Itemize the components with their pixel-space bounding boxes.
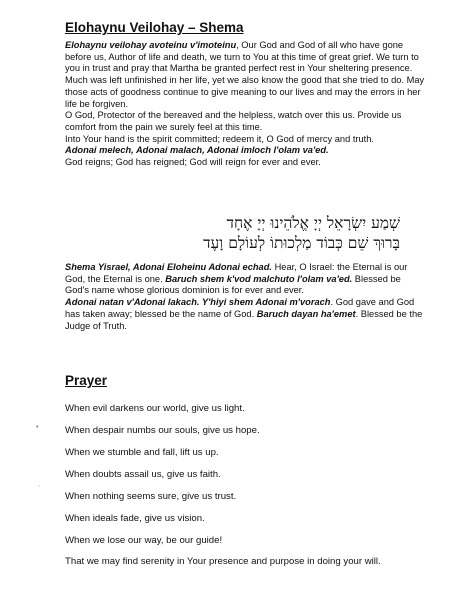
adonai-natan-paragraph [65,297,425,332]
baruch-dayan-transliteration: Baruch dayan ha'emet [256,308,356,319]
baruch-shem-translation: Blessed be God's name whose glorious dominion is for ever and ever. [65,273,401,296]
adonai-melech-transliteration: Adonai melech, Adonai malach, Adonai imloch l'olam va'ed. [65,145,329,156]
intro-text: , Our God and God of all who have gone before us, Author of life and death, we turn to You at this time of great grief. We turn to you in trust and pray that Martha be granted perfect rest in Your sheltering presence. [65,40,419,74]
prayer-line: When we lose our way, be our guide! [65,535,223,546]
scan-speck: • [36,424,39,431]
prayer-line: When ideals fade, give us vision. [65,513,205,524]
prayer-line: When evil darkens our world, give us light. [65,403,245,414]
shema-translation: Hear, O Israel: the Eternal is our God, the Eternal is one. [65,262,408,284]
adonai-natan-translation: . God gave and God has taken away; blessed be the name of God. [65,297,415,319]
prayer-title: Prayer [65,373,108,388]
shema-translation-block [65,262,425,332]
shema-block [65,40,425,169]
prayer-line: When despair numbs our souls, give us hope. [65,425,260,436]
baruch-shem-transliteration: Baruch shem k'vod malchuto l'olam va'ed. [165,273,353,284]
hebrew-line-2: בָּרוּךְ שֵׁם כְּבוֹד מַלְכוּתוֹ לְעוֹלָם וָעֶד [203,234,400,252]
baruch-dayan-translation: . Blessed be the Judge of Truth. [65,308,423,331]
shema-paragraph [65,262,425,297]
hebrew-shema-text [60,213,400,253]
adonai-natan-transliteration: Adonai natan v'Adonai lakach. Y'hiyi shem Adonai m'vorach [65,297,331,308]
shema-paragraph-4: Into Your hand is the spirit committed; redeem it, O God of mercy and truth. [65,133,375,144]
shema-paragraph-2: Much was left unfinished in her life, yet we also know the good that she tried to do. May those acts of goodness continue to give meaning to our lives and may the errors in her life be forgiven. [65,75,425,109]
prayer-line: That we may find serenity in Your presence and purpose in doing your will. [65,556,381,567]
intro-hebrew-transliteration: Elohaynu veilohay avoteinu v'imoteinu [65,40,237,50]
prayer-line: When nothing seems sure, give us trust. [65,491,237,502]
adonai-melech-translation: God reigns; God has reigned; God will reign for ever and ever. [65,157,321,168]
shema-paragraph-3: O God, Protector of the bereaved and the helpless, watch over this us. Provide us comfort from the pain we surely feel at this time. [65,110,402,132]
prayer-line: When we stumble and fall, lift us up. [65,447,219,458]
shema-title: Elohaynu Veilohay – Shema [65,20,244,35]
scan-speck: · [38,483,41,490]
hebrew-line-1: שְׁמַע יִשְׂרָאֵל יְיָ אֱלֹהֵינוּ יְיָ אֶחָד [226,214,400,232]
shema-transliteration: Shema Yisrael, Adonai Eloheinu Adonai echad. [65,262,272,272]
shema-intro-paragraph [65,40,425,75]
prayer-line: When doubts assail us, give us faith. [65,469,221,480]
